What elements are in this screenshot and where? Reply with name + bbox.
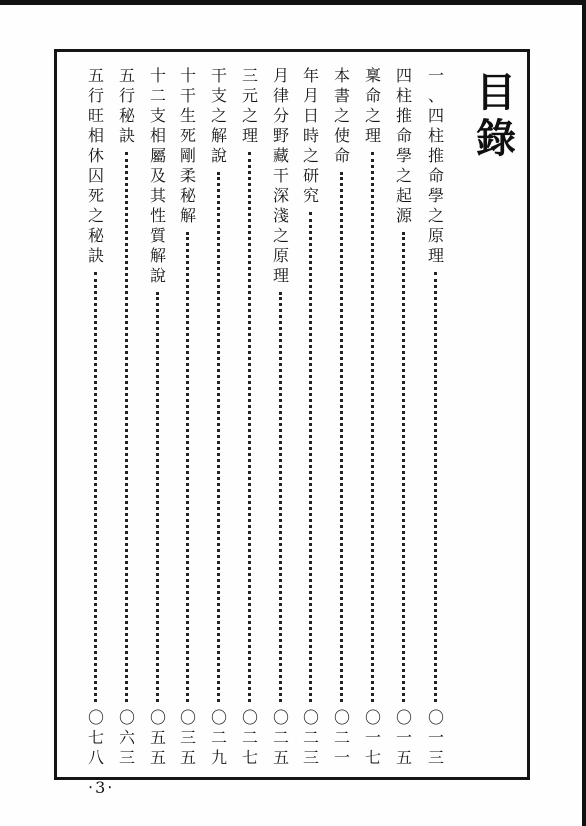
dot-leader [125,152,128,702]
toc-entry-page: 〇 二 七 [241,708,258,767]
toc-entry-page: 〇 五 五 [149,708,166,767]
page-number: ‧3‧ [88,778,115,797]
toc-entry-title: 四 柱 推 命 學 之 起 源 [395,66,412,225]
toc-entry-title: 稟 命 之 理 [364,66,381,145]
dot-leader [340,172,343,702]
toc-entry-title: 三 元 之 理 [241,66,258,145]
dot-leader [186,232,189,702]
toc-entry-title: 月 律 分 野 藏 干 深 淺 之 原 理 [272,66,289,285]
top-edge-rule [0,0,586,5]
dot-leader [94,272,97,702]
dot-leader [434,272,437,702]
toc-entry-page: 〇 三 五 [179,708,196,767]
toc-entry-page: 〇 一 七 [364,708,381,767]
toc-entry-title: 一 、 四 柱 推 命 學 之 原 理 [427,66,444,265]
toc-entry-title: 五 行 秘 訣 [118,66,135,145]
right-edge-rule [582,0,586,826]
toc-title [474,70,518,162]
dot-leader [279,292,282,702]
toc-entry-title: 本 書 之 使 命 [333,66,350,165]
toc-entry-page: 〇 二 五 [272,708,289,767]
toc-entry-title: 十 干 生 死 剛 柔 秘 解 [179,66,196,225]
toc-entry-title: 五 行 旺 相 休 囚 死 之 秘 訣 [87,66,104,265]
toc-entry-page: 〇 二 九 [210,708,227,767]
toc-entry-page: 〇 一 五 [395,708,412,767]
toc-title-char-1: 目 [476,70,516,116]
toc-title-char-2: 錄 [476,116,516,162]
toc-entry-title: 十 二 支 相 屬 及 其 性 質 解 說 [149,66,166,285]
dot-leader [156,292,159,702]
dot-leader [371,152,374,702]
toc-entry-page: 〇 二 一 [333,708,350,767]
dot-leader [402,232,405,702]
dot-leader [309,212,312,702]
dot-leader [217,172,220,702]
toc-entry-page: 〇 六 三 [118,708,135,767]
toc-entry-page: 〇 二 三 [302,708,319,767]
dot-leader [248,152,251,702]
toc-entry-title: 年 月 日 時 之 研 究 [302,66,319,205]
toc-entry-title: 干 支 之 解 說 [210,66,227,165]
toc-entry-page: 〇 一 三 [427,708,444,767]
toc-entry-page: 〇 七 八 [87,708,104,767]
